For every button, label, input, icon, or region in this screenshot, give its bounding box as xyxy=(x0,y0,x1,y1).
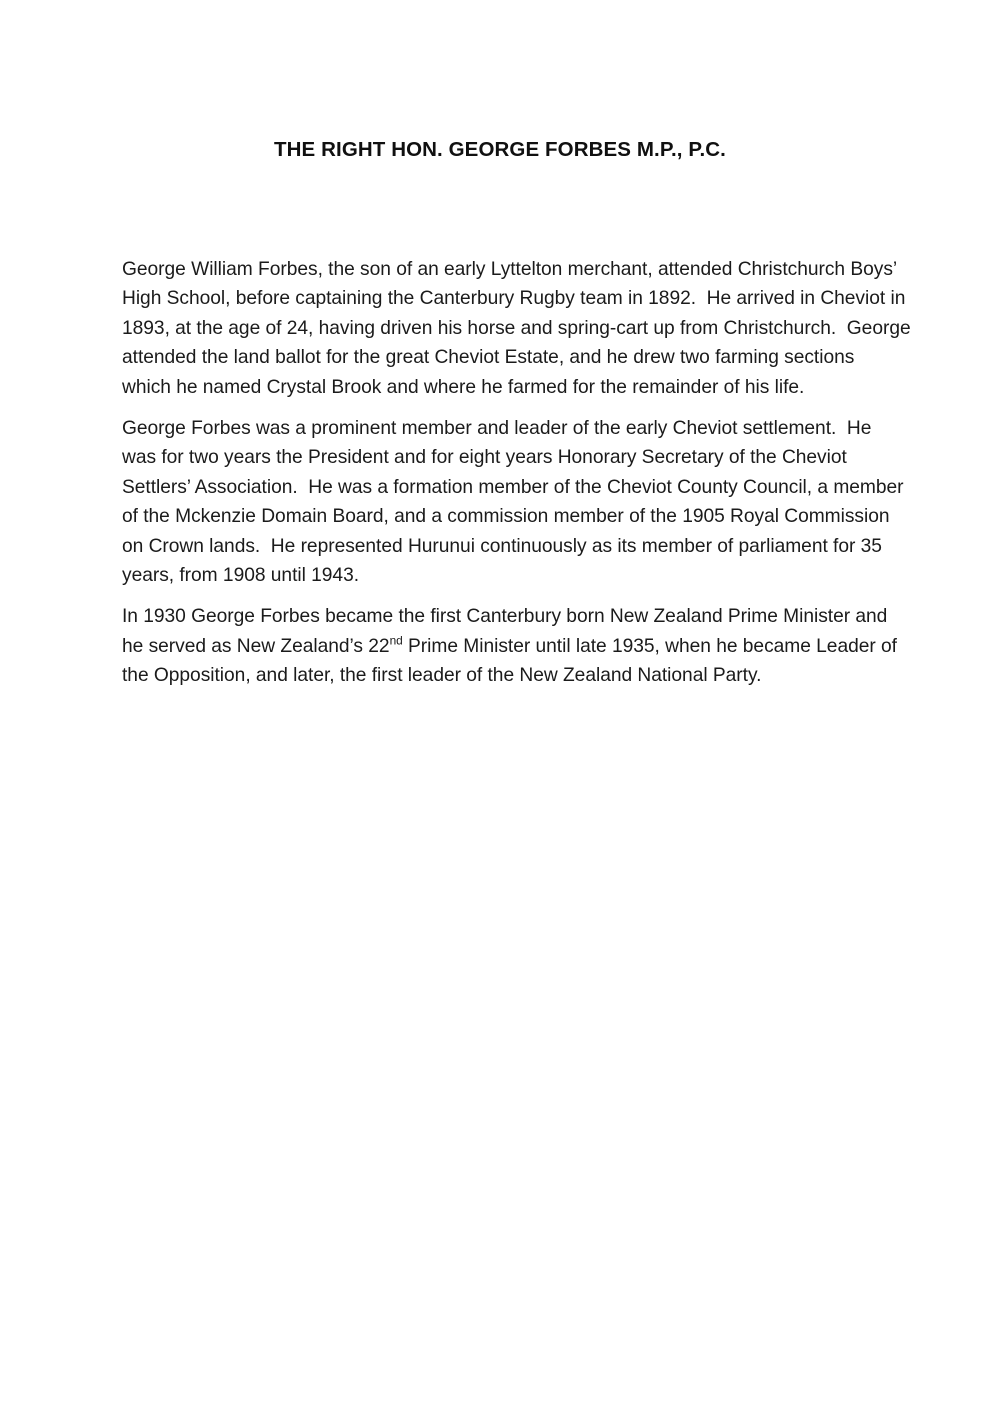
paragraph-3 xyxy=(122,602,897,690)
paragraph-line: High School, before captaining the Canterbury Rugby team in 1892. He arrived in Cheviot in xyxy=(122,288,906,310)
ordinal-text-before: he served as New Zealand’s 22 xyxy=(122,635,390,657)
paragraph-line: years, from 1908 until 1943. xyxy=(122,565,360,587)
paragraph-line: on Crown lands. He represented Hurunui continuously as its member of parliament for 35 xyxy=(122,535,882,557)
ordinal-superscript: nd xyxy=(389,633,403,648)
paragraph-line: George Forbes was a prominent member and leader of the early Cheviot settlement. He xyxy=(122,418,872,440)
paragraph-line: Settlers’ Association. He was a formation member of the Cheviot County Council, a member xyxy=(122,476,904,498)
document-body xyxy=(122,255,911,691)
paragraph-line: of the Mckenzie Domain Board, and a commission member of the 1905 Royal Commission xyxy=(122,506,890,528)
paragraph-line-ordinal xyxy=(122,632,897,661)
paragraph-line: attended the land ballot for the great Cheviot Estate, and he drew two farming sections xyxy=(122,347,855,369)
paragraph-line: George William Forbes, the son of an early Lyttelton merchant, attended Christchurch Boys’ xyxy=(122,259,898,280)
paragraph-1 xyxy=(122,255,911,402)
paragraph-2 xyxy=(122,414,904,590)
ordinal-text-after: Prime Minister until late 1935, when he became Leader of xyxy=(402,635,897,657)
paragraph-line: 1893, at the age of 24, having driven his horse and spring-cart up from Christchurch. George xyxy=(122,317,911,339)
paragraph-line: which he named Crystal Brook and where he farmed for the remainder of his life. xyxy=(122,376,805,398)
page-title: THE RIGHT HON. GEORGE FORBES M.P., P.C. xyxy=(274,137,726,161)
paragraph-line: In 1930 George Forbes became the first Canterbury born New Zealand Prime Minister and xyxy=(122,606,888,628)
paragraph-line: was for two years the President and for eight years Honorary Secretary of the Cheviot xyxy=(122,447,847,469)
paragraph-line: the Opposition, and later, the first leader of the New Zealand National Party. xyxy=(122,665,762,687)
